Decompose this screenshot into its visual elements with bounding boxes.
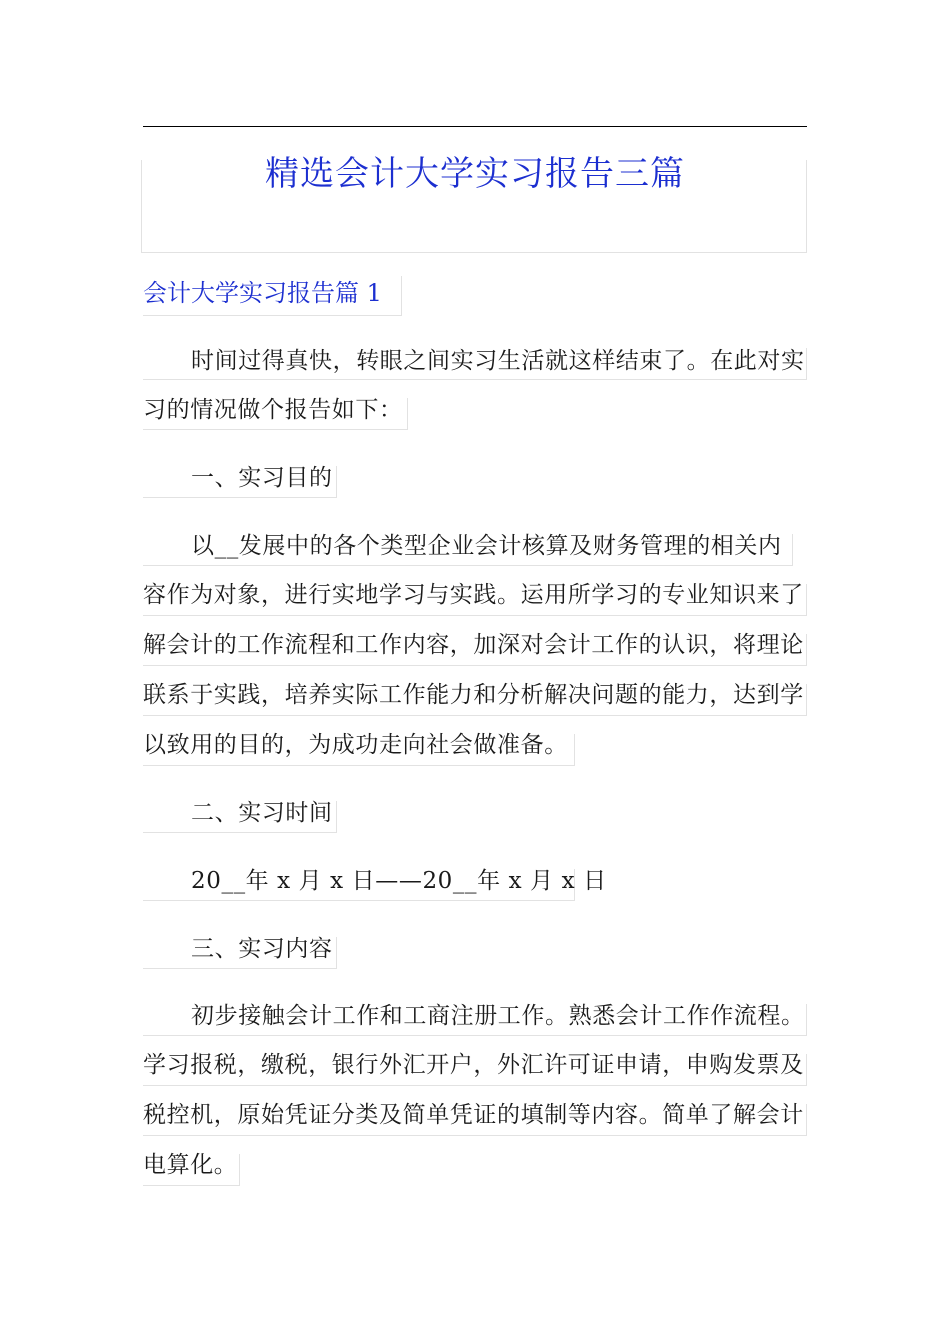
internship-dates: 20__年 x 月 x 日——20__年 x 月 x 日	[191, 868, 607, 894]
paragraph-line: 电算化。	[143, 1152, 238, 1178]
section-heading: 会计大学实习报告篇 1	[143, 279, 382, 307]
paragraph-line: 解会计的工作流程和工作内容，加深对会计工作的认识，将理论	[143, 632, 804, 658]
paragraph-line: 税控机，原始凭证分类及简单凭证的填制等内容。简单了解会计	[143, 1102, 804, 1128]
paragraph-line: 习的情况做个报告如下：	[143, 397, 403, 423]
subheading-content: 三、实习内容	[191, 936, 333, 962]
subheading-purpose: 一、实习目的	[191, 465, 333, 491]
paragraph-line: 以__发展中的各个类型企业会计核算及财务管理的相关内	[191, 533, 782, 559]
paragraph-line: 联系于实践，培养实际工作能力和分析解决问题的能力，达到学	[143, 682, 804, 708]
paragraph-line: 学习报税，缴税，银行外汇开户，外汇许可证申请，申购发票及	[143, 1052, 804, 1078]
subheading-time: 二、实习时间	[191, 800, 333, 826]
document-title: 精选会计大学实习报告三篇	[265, 154, 685, 194]
paragraph-line: 初步接触会计工作和工商注册工作。熟悉会计工作作流程。	[191, 1003, 805, 1029]
top-rule	[143, 126, 807, 127]
paragraph-line: 以致用的目的，为成功走向社会做准备。	[143, 732, 568, 758]
paragraph-line: 容作为对象，进行实地学习与实践。运用所学习的专业知识来了	[143, 582, 804, 608]
paragraph-line: 时间过得真快，转眼之间实习生活就这样结束了。在此对实	[191, 348, 805, 374]
